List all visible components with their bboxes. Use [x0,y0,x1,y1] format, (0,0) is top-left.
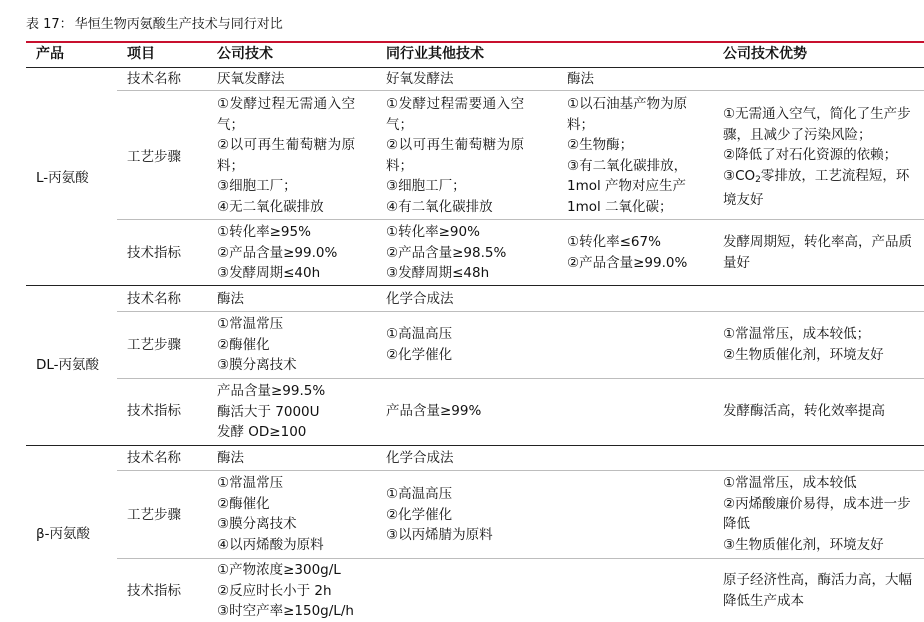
peer-tech-cell: 化学合成法 [386,450,454,466]
cell-line: ①产物浓度≥300g/L [217,562,341,578]
cell-line: ③膜分离技术 [217,357,297,373]
cell-line: ④以丙烯酸为原料 [217,536,324,553]
cell-line: ①常温常压，成本较低 [723,475,857,491]
cell-line: 产品含量≥99.5% [217,383,326,399]
cell-line: ①无需通入空气，简化了生产步 [723,106,911,122]
cell-line: $③CO_2$零排放，工艺流程短，环 [723,167,910,185]
company-tech-cell [217,94,356,217]
advantage-cell: 发酵酶活高，转化效率提高 [723,403,885,419]
cell-line: ①发酵过程无需通入空 [217,96,356,112]
peer-tech-cell [386,94,525,217]
cell-line: ①高温高压 [386,486,453,502]
company-tech-cell: 酶法 [217,291,244,307]
cell-line: 酶活大于 7000U [217,403,320,420]
company-tech-cell [217,473,324,555]
header-product: 产品 [36,46,64,62]
cell-line: ②化学催化 [386,506,453,523]
cell-line: 发酵 OD≥100 [217,424,307,440]
product-name: L-丙氨酸 [36,170,89,186]
cell-line: ②酶催化 [217,336,270,353]
table-number: 表 17： [26,17,73,32]
cell-line: ①常温常压 [217,475,284,491]
cell-line: ④无二氧化碳排放 [217,198,324,215]
cell-line: ①转化率≤67% [567,234,661,250]
cell-line: 骤，且减少了污染风险； [723,126,872,143]
cell-line: 原子经济性高，酶活力高，大幅 [723,572,912,588]
cell-line: ②以可再生葡萄糖为原 [386,137,525,153]
peer-tech-cell: 产品含量≥99% [386,403,482,419]
cell-line: ②以可再生葡萄糖为原 [217,137,356,153]
row-divider [117,219,924,220]
company-tech-cell: 酶法 [217,450,244,466]
company-tech-cell [217,381,325,443]
cell-line: ③膜分离技术 [217,516,297,532]
cell-line: 1mol 二氧化碳； [567,198,673,215]
peer-tech-cell: 好氧发酵法 [386,71,454,87]
peer-tech-cell-2: 酶法 [567,71,594,87]
cell-line: ③有二氧化碳排放， [567,157,688,174]
item-label: 工艺步骤 [127,149,181,165]
cell-line: ①常温常压 [217,316,284,332]
item-label: 技术名称 [127,450,181,466]
row-divider [117,378,924,379]
advantage-cell [723,324,884,365]
top-rule [26,41,924,43]
cell-line: ②产品含量≥99.0% [217,244,338,261]
product-name: DL-丙氨酸 [36,357,100,373]
peer-tech-cell [386,484,493,546]
advantage-cell [723,473,911,555]
cell-line: ②反应时长小于 2h [217,582,332,599]
cell-line: ③发酵周期≤48h [386,265,490,281]
item-label: 技术指标 [127,583,181,599]
cell-line: ①转化率≥90% [386,224,480,240]
peer-tech-cell [386,222,506,284]
peer-tech-cell-2 [567,94,687,217]
cell-line: 料； [217,157,244,174]
company-tech-cell [217,314,297,376]
advantage-cell [723,570,912,611]
table-title [26,16,283,34]
cell-line: 降低 [723,516,750,532]
row-divider [117,558,924,559]
cell-line: ②酶催化 [217,495,270,512]
cell-line: ②产品含量≥99.0% [567,254,688,271]
cell-line: 1mol 产物对应生产 [567,178,687,194]
item-label: 技术名称 [127,71,181,87]
item-label: 工艺步骤 [127,507,181,523]
cell-line: ③细胞工厂； [217,178,297,194]
header-rule [26,67,924,68]
company-tech-cell [217,222,337,284]
co2-text: $CO_2$ [735,167,761,185]
cell-line: ①高温高压 [386,326,453,342]
advantage-cell [723,104,911,211]
cell-line: 境友好 [723,192,764,208]
cell-line: 量好 [723,254,750,271]
cell-line: ①常温常压，成本较低； [723,326,871,342]
item-label: 技术名称 [127,291,181,307]
cell-line: ②产品含量≥98.5% [386,244,507,261]
company-tech-cell: 厌氧发酵法 [217,71,285,87]
advantage-cell [723,232,912,273]
header-peer-tech: 同行业其他技术 [386,46,484,62]
header-item: 项目 [127,46,155,62]
cell-line-rest: 零排放，工艺流程短，环 [760,167,910,184]
group-divider [26,285,924,286]
item-label: 技术指标 [127,245,181,261]
row-divider [117,470,924,471]
cell-line: ①转化率≥95% [217,224,311,240]
cell-line: ③以丙烯腈为原料 [386,527,493,543]
cell-line: ②降低了对石化资源的依赖； [723,147,898,163]
cell-line: ②化学催化 [386,346,453,363]
cell-line: 料； [386,157,413,174]
table-caption: 华恒生物丙氨酸生产技术与同行对比 [74,17,283,32]
cell-line: ③发酵周期≤40h [217,265,321,281]
peer-tech-cell [386,324,452,365]
row-divider [117,311,924,312]
cell-line: ②生物质催化剂，环境友好 [723,346,884,363]
cell-line: ②生物酶； [567,137,634,153]
header-company-tech: 公司技术 [217,46,273,62]
cell-line: ①以石油基产物为原 [567,96,688,112]
cell-line: 气； [386,116,413,133]
peer-tech-cell-2 [567,232,687,273]
cell-line: 料； [567,116,594,133]
group-divider [26,445,924,446]
cell-line: ④有二氧化碳排放 [386,198,493,215]
cell-line: ③生物质催化剂，环境友好 [723,536,884,553]
cell-line: ③细胞工厂； [386,178,466,194]
cell-line: 降低生产成本 [723,592,804,609]
peer-tech-cell: 化学合成法 [386,291,454,307]
product-name: β-丙氨酸 [36,526,90,542]
cell-line: ③时空产率≥150g/L/h [217,603,354,619]
row-divider [117,90,924,91]
item-label: 技术指标 [127,403,181,419]
cell-line: ①发酵过程需要通入空 [386,96,525,112]
cell-line: ②丙烯酸廉价易得，成本进一步 [723,495,911,512]
cell-line: 发酵周期短，转化率高，产品质 [723,234,912,250]
cell-line: 气； [217,116,244,133]
header-advantage: 公司技术优势 [723,46,807,62]
item-label: 工艺步骤 [127,337,181,353]
company-tech-cell [217,560,354,622]
